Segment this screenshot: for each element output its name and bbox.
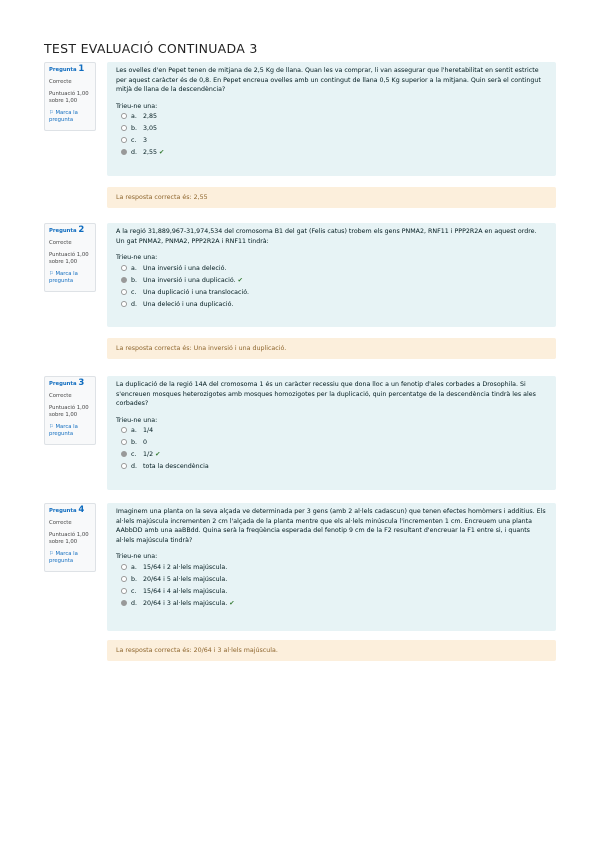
question-prompt: Imaginem una planta on la seva alçada ve determinada per 3 gens (amb 2 al·lels cadascun) que tenen efectes homòmers i additius. Els al·lels majúscula incrementen 2 cm l'alçada de la planta mentre que els al·lels minúscula l'incrementen 1 cm. Encreuem una planta AAbbDD amb una aaBBdd. Quina serà la freqüència esperada del fenotip 9 cm de la F2 resultant d'encreuar la F1 entre si, i quants al·lels majúscula tindrà? — [116, 508, 546, 544]
answer-instruction: Trieu-ne una: — [116, 254, 158, 261]
question-grade: Puntuació 1,00 sobre 1,00 — [49, 532, 89, 545]
answer-option[interactable]: a. 1/4 — [121, 425, 547, 437]
question-info — [44, 223, 96, 292]
radio-button[interactable] — [121, 137, 127, 143]
radio-button[interactable] — [121, 125, 127, 131]
question-info — [44, 62, 96, 131]
question-number: Pregunta 1 — [49, 64, 85, 74]
radio-button[interactable] — [121, 265, 127, 271]
correct-check-icon: ✔ — [229, 599, 235, 607]
answer-option[interactable]: d. 20/64 i 3 al·lels majúscula. ✔ — [121, 598, 547, 610]
correct-check-icon: ✔ — [159, 149, 165, 156]
answer-option[interactable]: b. 0 — [121, 437, 547, 449]
answer-option[interactable]: a. 2,85 — [121, 111, 547, 123]
question-content — [107, 223, 556, 327]
flag-icon: ⚐ — [49, 110, 54, 116]
flag-question-link[interactable]: ⚐ Marca la pregunta — [49, 271, 78, 284]
correct-check-icon: ✔ — [237, 276, 243, 284]
answer-option[interactable]: c. 15/64 i 4 al·lels majúscula. — [121, 586, 547, 598]
answer-option[interactable]: d. 2,55 ✔ — [121, 147, 547, 159]
question-content — [107, 503, 556, 631]
correct-answer-feedback: La resposta correcta és: 20/64 i 3 al·lels majúscula. — [107, 640, 556, 661]
flag-question-link[interactable]: ⚐ Marca la pregunta — [49, 110, 78, 123]
question-state: Correcte — [49, 393, 72, 399]
question-prompt: La duplicació de la regió 14A del cromosoma 1 és un caràcter recessiu que dona lloc a un fenotip d'ales corbades a Drosophila. Si s'encreuen mosques heterozigotes amb mosques homozigotes per la duplicació, quin percentatge de la descendència tindrà les ales corbades? — [116, 381, 536, 407]
radio-button[interactable] — [121, 564, 127, 570]
flag-icon: ⚐ — [49, 424, 54, 430]
question-grade: Puntuació 1,00 sobre 1,00 — [49, 91, 89, 104]
answer-list — [116, 425, 547, 473]
question-info — [44, 503, 96, 572]
answer-option[interactable]: a. 15/64 i 2 al·lels majúscula. — [121, 562, 547, 574]
question-grade: Puntuació 1,00 sobre 1,00 — [49, 252, 89, 265]
question-content — [107, 62, 556, 176]
radio-button-checked[interactable] — [121, 277, 127, 283]
radio-button-checked[interactable] — [121, 451, 127, 457]
page-title: TEST EVALUACIÓ CONTINUADA 3 — [44, 41, 258, 56]
radio-button[interactable] — [121, 588, 127, 594]
answer-option[interactable]: c. 3 — [121, 135, 547, 147]
answer-instruction: Trieu-ne una: — [116, 102, 158, 110]
question-number: Pregunta 2 — [49, 225, 85, 235]
question-grade: Puntuació 1,00 sobre 1,00 — [49, 405, 89, 418]
question-state: Correcte — [49, 79, 72, 85]
correct-check-icon: ✔ — [155, 451, 161, 458]
radio-button[interactable] — [121, 427, 127, 433]
radio-button[interactable] — [121, 289, 127, 295]
radio-button[interactable] — [121, 439, 127, 445]
answer-option[interactable]: b. Una inversió i una duplicació. ✔ — [121, 275, 547, 287]
answer-option[interactable]: c. 1/2 ✔ — [121, 449, 547, 461]
answer-option[interactable]: a. Una inversió i una deleció. — [121, 263, 547, 275]
question-info — [44, 376, 96, 445]
question-number: Pregunta 3 — [49, 378, 85, 388]
question-prompt: A la regió 31,889,967-31,974,534 del cromosoma B1 del gat (Felis catus) trobem els gens PNMA2, RNF11 i PPP2R2A en aquest ordre. Un gat PNMA2, PNMA2, PPP2R2A i RNF11 tindrà: — [116, 228, 537, 245]
answer-option[interactable]: d. Una deleció i una duplicació. — [121, 299, 547, 311]
question-content — [107, 376, 556, 490]
answer-option[interactable]: b. 3,05 — [121, 123, 547, 135]
radio-button[interactable] — [121, 576, 127, 582]
flag-question-link[interactable]: ⚐ Marca la pregunta — [49, 551, 78, 564]
answer-option[interactable]: d. tota la descendència — [121, 461, 547, 473]
question-state: Correcte — [49, 520, 72, 526]
question-state: Correcte — [49, 240, 72, 246]
radio-button-checked[interactable] — [121, 600, 127, 606]
answer-list — [116, 263, 547, 311]
answer-instruction: Trieu-ne una: — [116, 416, 158, 424]
answer-option[interactable]: c. Una duplicació i una translocació. — [121, 287, 547, 299]
question-prompt: Les ovelles d'en Pepet tenen de mitjana de 2,5 Kg de llana. Quan les va comprar, li van assegurar que l'heretabilitat en sentit estricte per aquest caràcter és de 0,8. En Pepet encreua ovelles amb un contingut de llana 0,5 Kg superior a la mitjana. Quin serà el contingut mitjà de llana de la descendència? — [116, 67, 541, 93]
correct-answer-feedback: La resposta correcta és: 2,55 — [107, 187, 556, 208]
radio-button[interactable] — [121, 113, 127, 119]
flag-icon: ⚐ — [49, 551, 54, 557]
radio-button-checked[interactable] — [121, 149, 127, 155]
flag-question-link[interactable]: ⚐ Marca la pregunta — [49, 424, 78, 437]
answer-instruction: Trieu-ne una: — [116, 553, 158, 560]
question-number: Pregunta 4 — [49, 505, 85, 515]
answer-list — [116, 562, 547, 610]
flag-icon: ⚐ — [49, 271, 54, 277]
answer-list — [116, 111, 547, 159]
answer-option[interactable]: b. 20/64 i 5 al·lels majúscula. — [121, 574, 547, 586]
radio-button[interactable] — [121, 463, 127, 469]
radio-button[interactable] — [121, 301, 127, 307]
correct-answer-feedback: La resposta correcta és: Una inversió i una duplicació. — [107, 338, 556, 359]
